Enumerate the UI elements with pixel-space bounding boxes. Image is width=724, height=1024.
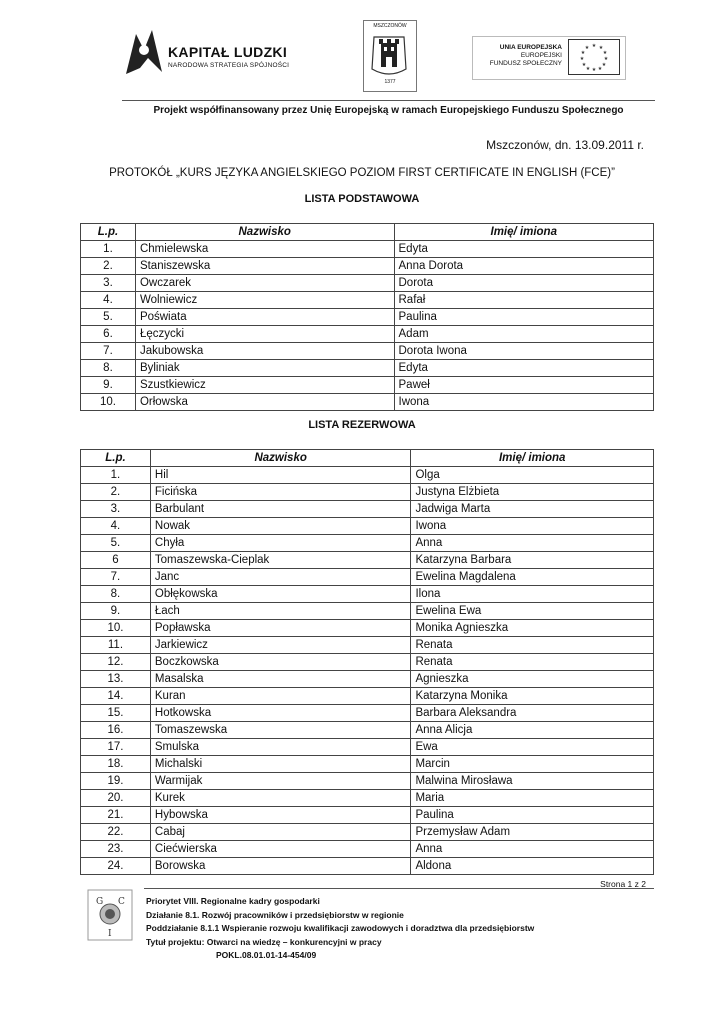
svg-text:★: ★ xyxy=(598,45,604,51)
col-surname-header: Nazwisko xyxy=(150,450,411,467)
crest-label: MSZCZONÓW xyxy=(373,23,407,29)
table-row xyxy=(81,377,654,394)
row-firstname: Iwona xyxy=(394,394,654,411)
table-row xyxy=(81,309,654,326)
footer-priority: Priorytet VIII. Regionalne kadry gospodarki xyxy=(146,896,320,906)
row-lp: 9. xyxy=(81,603,151,620)
row-lp: 4. xyxy=(81,292,136,309)
row-surname: Poświata xyxy=(135,309,394,326)
row-lp: 21. xyxy=(81,807,151,824)
col-firstname-header: Imię/ imiona xyxy=(394,224,654,241)
row-firstname: Iwona xyxy=(411,518,654,535)
row-firstname: Aldona xyxy=(411,858,654,875)
table-row xyxy=(81,756,654,773)
row-firstname: Agnieszka xyxy=(411,671,654,688)
table-row xyxy=(81,569,654,586)
table-row xyxy=(81,739,654,756)
row-surname: Hotkowska xyxy=(150,705,411,722)
header-divider xyxy=(122,100,655,101)
table-row xyxy=(81,501,654,518)
footer-project-code: POKL.08.01.01-14-454/09 xyxy=(216,950,317,960)
table-row xyxy=(81,824,654,841)
table-row xyxy=(81,586,654,603)
row-lp: 7. xyxy=(81,569,151,586)
row-lp: 20. xyxy=(81,790,151,807)
table-row xyxy=(81,292,654,309)
svg-text:★: ★ xyxy=(591,67,597,73)
row-surname: Michalski xyxy=(150,756,411,773)
row-firstname: Dorota xyxy=(394,275,654,292)
row-firstname: Ewelina Magdalena xyxy=(411,569,654,586)
col-firstname-header: Imię/ imiona xyxy=(411,450,654,467)
row-firstname: Anna Alicja xyxy=(411,722,654,739)
table-row xyxy=(81,773,654,790)
footer-info xyxy=(146,895,534,963)
footer-action: Działanie 8.1. Rozwój pracowników i przedsiębiorstw w regionie xyxy=(146,909,404,920)
row-lp: 16. xyxy=(81,722,151,739)
row-firstname: Justyna Elżbieta xyxy=(411,484,654,501)
row-lp: 19. xyxy=(81,773,151,790)
table-row xyxy=(81,394,654,411)
row-lp: 10. xyxy=(81,394,136,411)
row-surname: Nowak xyxy=(150,518,411,535)
row-firstname: Malwina Mirosława xyxy=(411,773,654,790)
row-surname: Orłowska xyxy=(135,394,394,411)
table-row xyxy=(81,705,654,722)
row-lp: 6. xyxy=(81,326,136,343)
table-row xyxy=(81,620,654,637)
row-surname: Barbulant xyxy=(150,501,411,518)
kapital-ludzki-title: KAPITAŁ LUDZKI xyxy=(168,44,288,60)
row-surname: Hil xyxy=(150,467,411,484)
table-row xyxy=(81,360,654,377)
reserve-list-title: LISTA REZERWOWA xyxy=(308,419,416,431)
row-firstname: Maria xyxy=(411,790,654,807)
row-surname: Łęczycki xyxy=(135,326,394,343)
table-row xyxy=(81,467,654,484)
row-surname: Staniszewska xyxy=(135,258,394,275)
row-firstname: Przemysław Adam xyxy=(411,824,654,841)
row-surname: Boczkowska xyxy=(150,654,411,671)
row-firstname: Adam xyxy=(394,326,654,343)
row-lp: 22. xyxy=(81,824,151,841)
row-surname: Tomaszewska xyxy=(150,722,411,739)
ue-line2: EUROPEJSKI xyxy=(520,52,562,59)
row-lp: 14. xyxy=(81,688,151,705)
row-lp: 9. xyxy=(81,377,136,394)
row-firstname: Ewelina Ewa xyxy=(411,603,654,620)
row-lp: 23. xyxy=(81,841,151,858)
col-lp-header: L.p. xyxy=(81,224,136,241)
row-firstname: Katarzyna Monika xyxy=(411,688,654,705)
basic-list-table xyxy=(80,223,654,411)
crest-year: 1377 xyxy=(384,79,396,85)
kapital-ludzki-subtitle: NARODOWA STRATEGIA SPÓJNOŚCI xyxy=(168,62,290,69)
ue-line3: FUNDUSZ SPOŁECZNY xyxy=(489,60,562,67)
table-row xyxy=(81,552,654,569)
kapital-ludzki-text xyxy=(168,44,289,69)
row-surname: Wolniewicz xyxy=(135,292,394,309)
row-lp: 8. xyxy=(81,586,151,603)
row-surname: Cabaj xyxy=(150,824,411,841)
row-surname: Masalska xyxy=(150,671,411,688)
footer-divider xyxy=(144,888,654,889)
row-surname: Smulska xyxy=(150,739,411,756)
row-firstname: Renata xyxy=(411,637,654,654)
table-row xyxy=(81,603,654,620)
row-surname: Hybowska xyxy=(150,807,411,824)
footer-subaction: Poddziałanie 8.1.1 Wspieranie rozwoju kwalifikacji zawodowych i doradztwa dla przedsiębiorstw xyxy=(146,923,535,933)
row-lp: 5. xyxy=(81,309,136,326)
row-lp: 1. xyxy=(81,467,151,484)
tower-icon xyxy=(364,29,414,79)
row-lp: 1. xyxy=(81,241,136,258)
svg-text:★: ★ xyxy=(601,62,607,68)
table-row xyxy=(81,535,654,552)
row-firstname: Ewa xyxy=(411,739,654,756)
table-header-row xyxy=(81,224,654,241)
logo-letter-g: G xyxy=(96,897,104,907)
row-surname: Chyła xyxy=(150,535,411,552)
row-lp: 17. xyxy=(81,739,151,756)
row-firstname: Anna xyxy=(411,535,654,552)
basic-list-title: LISTA PODSTAWOWA xyxy=(304,193,420,205)
svg-text:★: ★ xyxy=(591,43,597,49)
eu-flag-icon xyxy=(568,39,620,75)
svg-text:★: ★ xyxy=(579,56,585,62)
table-header-row xyxy=(81,450,654,467)
row-surname: Szustkiewicz xyxy=(135,377,394,394)
svg-text:★: ★ xyxy=(580,50,586,56)
row-lp: 6 xyxy=(81,552,151,569)
table-row xyxy=(81,484,654,501)
row-lp: 8. xyxy=(81,360,136,377)
table-row xyxy=(81,518,654,535)
page-number: Strona 1 z 2 xyxy=(600,879,646,889)
table-row xyxy=(81,275,654,292)
svg-text:★: ★ xyxy=(597,66,603,72)
row-lp: 3. xyxy=(81,275,136,292)
row-firstname: Katarzyna Barbara xyxy=(411,552,654,569)
row-lp: 11. xyxy=(81,637,151,654)
row-surname: Byliniak xyxy=(135,360,394,377)
table-row xyxy=(81,326,654,343)
row-firstname: Edyta xyxy=(394,360,654,377)
col-surname-header: Nazwisko xyxy=(135,224,394,241)
table-row xyxy=(81,790,654,807)
row-firstname: Jadwiga Marta xyxy=(411,501,654,518)
row-lp: 2. xyxy=(81,484,151,501)
table-row xyxy=(81,241,654,258)
row-firstname: Marcin xyxy=(411,756,654,773)
row-firstname: Renata xyxy=(411,654,654,671)
table-row xyxy=(81,671,654,688)
table-row xyxy=(81,858,654,875)
cofinancing-note: Projekt współfinansowany przez Unię Europejską w ramach Europejskiego Funduszu Społecznego xyxy=(153,105,624,116)
table-row xyxy=(81,654,654,671)
row-firstname: Barbara Aleksandra xyxy=(411,705,654,722)
row-lp: 2. xyxy=(81,258,136,275)
table-row xyxy=(81,637,654,654)
table-row xyxy=(81,688,654,705)
row-firstname: Rafał xyxy=(394,292,654,309)
row-firstname: Edyta xyxy=(394,241,654,258)
row-firstname: Olga xyxy=(411,467,654,484)
table-row xyxy=(81,841,654,858)
row-surname: Jarkiewicz xyxy=(150,637,411,654)
table-row xyxy=(81,258,654,275)
col-lp-header: L.p. xyxy=(81,450,151,467)
row-lp: 4. xyxy=(81,518,151,535)
row-firstname: Anna xyxy=(411,841,654,858)
row-firstname: Paulina xyxy=(394,309,654,326)
row-surname: Kurek xyxy=(150,790,411,807)
reserve-list-table xyxy=(80,449,654,875)
row-lp: 12. xyxy=(81,654,151,671)
ue-text xyxy=(478,44,562,68)
row-lp: 24. xyxy=(81,858,151,875)
row-surname: Borowska xyxy=(150,858,411,875)
row-surname: Owczarek xyxy=(135,275,394,292)
row-surname: Jakubowska xyxy=(135,343,394,360)
svg-text:★: ★ xyxy=(585,66,591,72)
row-surname: Łach xyxy=(150,603,411,620)
row-firstname: Monika Agnieszka xyxy=(411,620,654,637)
row-surname: Obłękowska xyxy=(150,586,411,603)
mszczonow-crest xyxy=(363,20,417,92)
row-surname: Ciećwierska xyxy=(150,841,411,858)
row-firstname: Dorota Iwona xyxy=(394,343,654,360)
logo-letter-i: I xyxy=(108,929,112,939)
kapital-ludzki-logo xyxy=(122,28,166,78)
row-firstname: Ilona xyxy=(411,586,654,603)
ue-line1: UNIA EUROPEJSKA xyxy=(499,44,562,51)
svg-text:★: ★ xyxy=(602,50,608,56)
svg-text:★: ★ xyxy=(603,56,609,62)
row-surname: Chmielewska xyxy=(135,241,394,258)
row-surname: Warmijak xyxy=(150,773,411,790)
row-lp: 3. xyxy=(81,501,151,518)
gci-logo xyxy=(86,888,134,946)
row-surname: Ficińska xyxy=(150,484,411,501)
protocol-title: PROTOKÓŁ „KURS JĘZYKA ANGIELSKIEGO POZIOM FIRST CERTIFICATE IN ENGLISH (FCE)” xyxy=(109,167,615,179)
logo-letter-c: C xyxy=(118,897,125,907)
row-surname: Popławska xyxy=(150,620,411,637)
row-firstname: Paulina xyxy=(411,807,654,824)
table-row xyxy=(81,343,654,360)
row-lp: 18. xyxy=(81,756,151,773)
svg-text:★: ★ xyxy=(581,62,587,68)
row-firstname: Paweł xyxy=(394,377,654,394)
row-lp: 15. xyxy=(81,705,151,722)
table-row xyxy=(81,807,654,824)
table-row xyxy=(81,722,654,739)
row-lp: 10. xyxy=(81,620,151,637)
row-firstname: Anna Dorota xyxy=(394,258,654,275)
row-surname: Tomaszewska-Cieplak xyxy=(150,552,411,569)
row-lp: 7. xyxy=(81,343,136,360)
footer-project-title: Tytuł projektu: Otwarci na wiedzę – konkurencyjni w pracy xyxy=(146,936,382,947)
row-surname: Janc xyxy=(150,569,411,586)
row-lp: 5. xyxy=(81,535,151,552)
document-date: Mszczonów, dn. 13.09.2011 r. xyxy=(486,138,644,152)
row-surname: Kuran xyxy=(150,688,411,705)
svg-text:★: ★ xyxy=(584,45,590,51)
row-lp: 13. xyxy=(81,671,151,688)
